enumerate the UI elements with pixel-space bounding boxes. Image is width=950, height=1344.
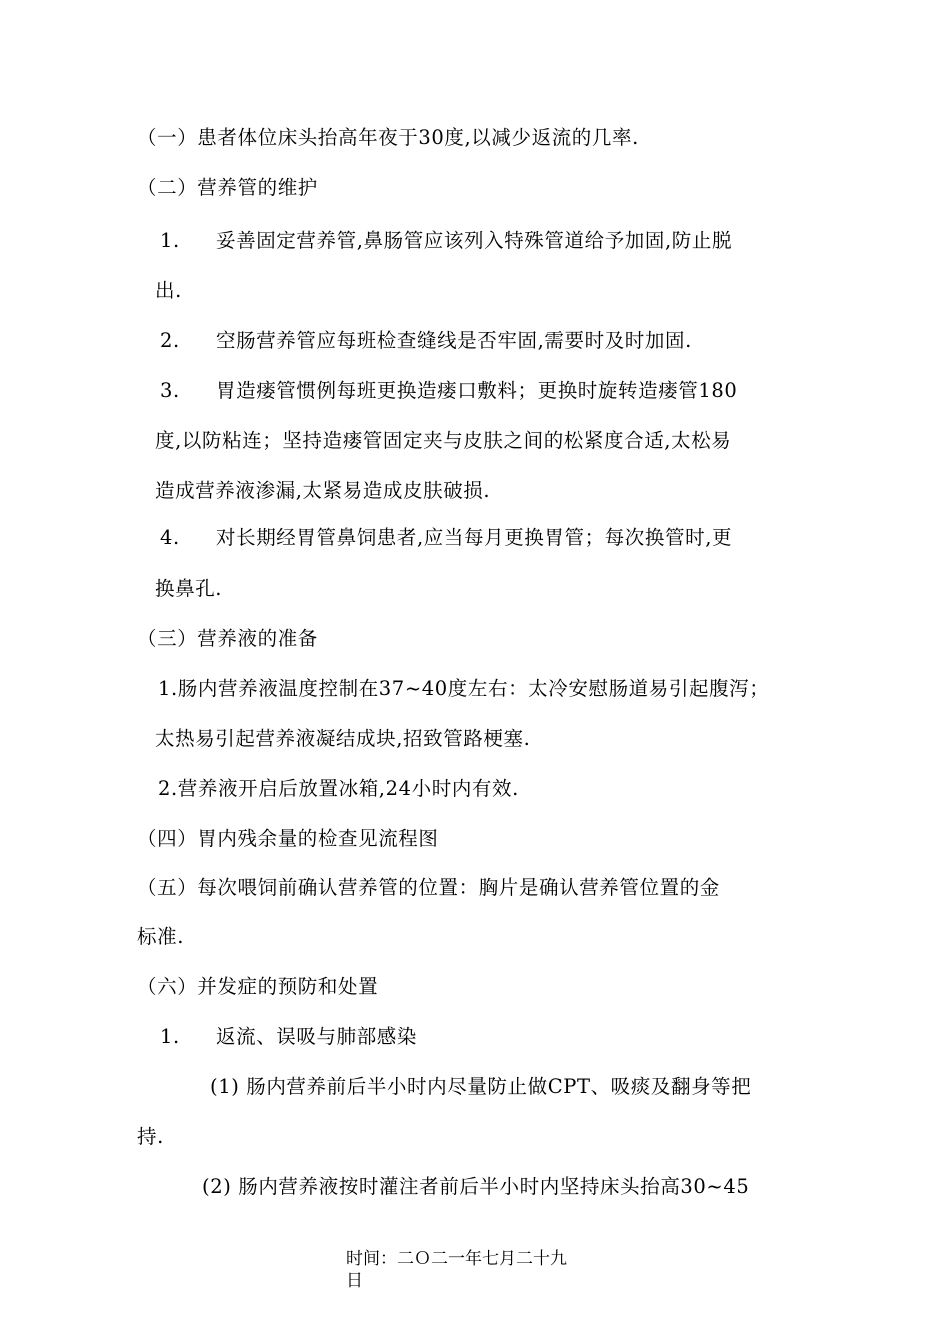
list-item — [160, 377, 737, 405]
item-continuation: 换鼻孔. — [155, 577, 223, 600]
item-number: 2. — [160, 329, 180, 352]
sub-item: (2) 肠内营养液按时灌注者前后半小时内坚持床头抬高30~45 — [202, 1175, 750, 1198]
item-text: 对长期经胃管鼻饲患者,应当每月更换胃管；每次换管时,更 — [216, 526, 733, 549]
item-text: 空肠营养管应每班检查缝线是否牢固,需要时及时加固. — [216, 329, 692, 352]
item-text: 返流、误吸与肺部感染 — [216, 1025, 418, 1048]
section-five-continuation: 标准. — [137, 925, 184, 948]
list-item — [160, 1023, 417, 1051]
section-two-heading: （二）营养管的维护 — [137, 176, 318, 199]
section-one: （一）患者体位床头抬高年夜于30度,以减少返流的几率. — [137, 126, 639, 149]
item-number: 3. — [160, 379, 180, 402]
item-number: 1. — [160, 229, 180, 252]
section-three-heading: （三）营养液的准备 — [137, 627, 318, 650]
sub-item: (1) 肠内营养前后半小时内尽量防止做CPT、吸痰及翻身等把 — [210, 1075, 752, 1098]
paragraph-continuation: 太热易引起营养液凝结成块,招致管路梗塞. — [155, 727, 531, 750]
item-number: 4. — [160, 526, 180, 549]
list-item — [160, 327, 692, 355]
section-five: （五）每次喂饲前确认营养管的位置：胸片是确认营养管位置的金 — [137, 876, 720, 899]
item-number: 1. — [160, 1025, 180, 1048]
list-item — [160, 227, 732, 255]
section-six-heading: （六）并发症的预防和处置 — [137, 975, 379, 998]
footer-date-line2: 日 — [346, 1271, 363, 1291]
item-continuation: 造成营养液渗漏,太紧易造成皮肤破损. — [155, 479, 491, 502]
item-continuation: 出. — [155, 279, 182, 302]
item-continuation: 度,以防粘连；坚持造瘘管固定夹与皮肤之间的松紧度合适,太松易 — [155, 429, 732, 452]
footer-date — [346, 1248, 596, 1292]
list-item — [160, 524, 732, 552]
item-text: 妥善固定营养管,鼻肠管应该列入特殊管道给予加固,防止脱 — [216, 229, 733, 252]
section-four-heading: （四）胃内残余量的检查见流程图 — [137, 827, 439, 850]
paragraph: 2.营养液开启后放置冰箱,24小时内有效. — [158, 777, 519, 800]
sub-item-continuation: 持. — [137, 1125, 164, 1148]
footer-date-line1: 时间：二Ｏ二一年七月二十九 — [346, 1249, 567, 1269]
paragraph: 1.肠内营养液温度控制在37~40度左右：太冷安慰肠道易引起腹泻； — [158, 677, 770, 700]
item-text: 胃造瘘管惯例每班更换造瘘口敷料；更换时旋转造瘘管180 — [216, 379, 738, 402]
